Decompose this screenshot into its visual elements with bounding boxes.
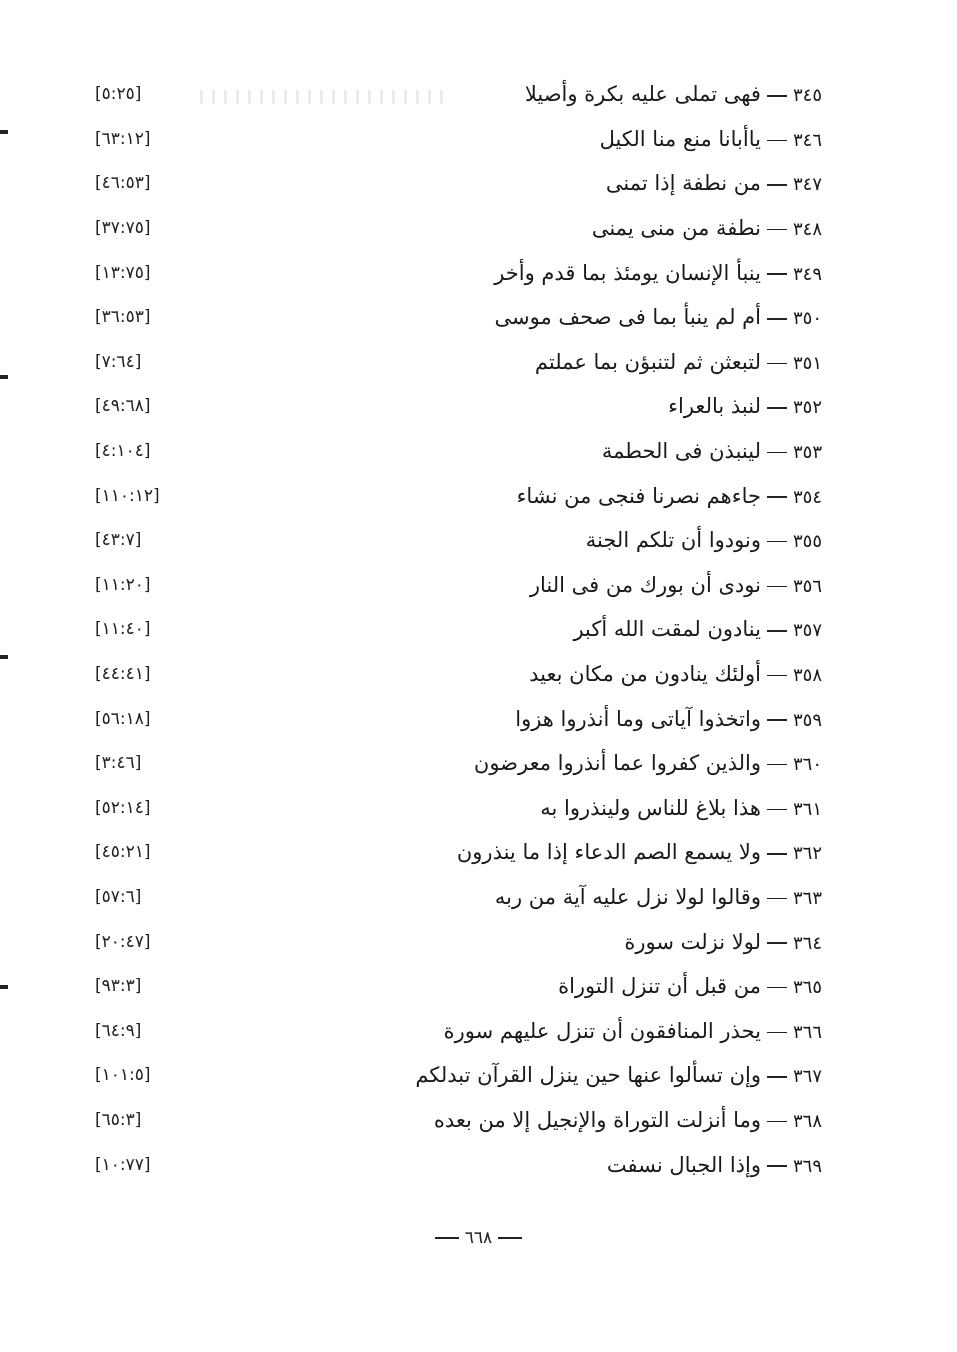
entry-dash	[767, 617, 787, 641]
entry-line	[434, 1108, 822, 1132]
verse-reference: [٤٣:٧]	[95, 530, 142, 551]
verse-reference: [٥:٢٥]	[95, 84, 142, 105]
entry-text: وقالوا لولا نزل عليه آية من ربه	[494, 884, 761, 909]
entry-line	[607, 1153, 822, 1177]
entry-dash	[767, 1108, 787, 1132]
entry-dash	[767, 1153, 787, 1177]
verse-reference: [٥٦:١٨]	[95, 708, 151, 729]
entry-dash	[767, 216, 787, 240]
page-number	[0, 1228, 957, 1248]
entry-line	[592, 216, 822, 240]
verse-reference: [١٠١:٥]	[95, 1065, 151, 1086]
list-item	[95, 919, 822, 964]
entry-line	[668, 394, 822, 418]
entry-number: ٣٥٦	[792, 575, 822, 597]
entry-number: ٣٥٢	[792, 397, 822, 419]
list-item	[95, 1142, 822, 1187]
entry-dash	[767, 394, 787, 418]
entry-number: ٣٦٣	[792, 887, 822, 909]
entry-number: ٣٦٢	[792, 843, 822, 865]
entry-text: من نطفة إذا تمنى	[605, 171, 761, 196]
entry-dash	[767, 528, 787, 552]
list-item	[95, 161, 822, 206]
entry-dash	[767, 171, 787, 195]
entry-dash	[767, 261, 787, 285]
entry-text: هذا بلاغ للناس ولينذروا به	[540, 795, 761, 820]
verse-reference: [١١:٢٠]	[95, 574, 151, 595]
entry-line	[415, 1063, 822, 1087]
verse-reference: [٧:٦٤]	[95, 351, 142, 372]
entry-number: ٣٦١	[792, 798, 822, 820]
verse-reference: [٥٧:٦]	[95, 886, 142, 907]
entry-number: ٣٥٣	[792, 442, 822, 464]
entry-dash	[767, 305, 787, 329]
entry-number: ٣٤٦	[792, 129, 822, 151]
entry-dash	[767, 662, 787, 686]
verse-reference: [٤٩:٦٨]	[95, 396, 151, 417]
entry-text: لينبذن فى الحطمة	[601, 439, 761, 464]
verse-reference: [٦٤:٩]	[95, 1020, 142, 1041]
verse-reference: [١٣:٧٥]	[95, 262, 151, 283]
entry-line	[602, 439, 822, 463]
entry-number: ٣٥٧	[792, 620, 822, 642]
entry-number: ٣٥٠	[792, 308, 822, 330]
entry-line	[474, 751, 822, 775]
verse-reference: [٤٤:٤١]	[95, 664, 151, 685]
entry-dash	[767, 573, 787, 597]
verse-reference: [١١:٤٠]	[95, 619, 151, 640]
entry-number: ٣٦٤	[792, 932, 822, 954]
entry-text: نطفة من منى يمنى	[591, 216, 761, 241]
entry-text: ولا يسمع الصم الدعاء إذا ما ينذرون	[456, 840, 761, 865]
entry-line	[495, 305, 822, 329]
entry-text: ياأبانا منع منا الكيل	[599, 126, 761, 151]
list-item	[95, 875, 822, 920]
verse-reference: [٦٣:١٢]	[95, 128, 151, 149]
edge-mark	[0, 130, 8, 134]
verse-reference: [٥٢:١٤]	[95, 797, 151, 818]
entry-line	[586, 528, 822, 552]
entry-list	[95, 72, 822, 1187]
entry-text: ينادون لمقت الله أكبر	[573, 617, 761, 642]
verse-reference: [٣٧:٧٥]	[95, 218, 151, 239]
entry-text: ونودوا أن تلكم الجنة	[585, 528, 761, 553]
edge-mark	[0, 985, 8, 989]
entry-dash	[767, 840, 787, 864]
list-item	[95, 518, 822, 563]
entry-number: ٣٤٥	[792, 85, 822, 107]
entry-line	[457, 840, 822, 864]
entry-text: وإذا الجبال نسفت	[606, 1152, 761, 1177]
entry-line	[540, 796, 822, 820]
verse-reference: [٤٥:٢١]	[95, 842, 151, 863]
list-item	[95, 429, 822, 474]
entry-line	[494, 261, 822, 285]
verse-reference: [١١٠:١٢]	[95, 485, 160, 506]
entry-text: ينبأ الإنسان يومئذ بما قدم وأخر	[494, 260, 761, 285]
verse-reference: [٤:١٠٤]	[95, 441, 151, 462]
entry-number: ٣٦٦	[792, 1021, 822, 1043]
list-item	[95, 696, 822, 741]
entry-text: من قبل أن تنزل التوراة	[558, 974, 761, 999]
entry-number: ٣٦٥	[792, 977, 822, 999]
list-item	[95, 786, 822, 831]
page-number-value: ٦٦٨	[464, 1228, 493, 1248]
list-item	[95, 607, 822, 652]
entry-number: ٣٦٠	[792, 754, 822, 776]
entry-number: ٣٤٩	[792, 263, 822, 285]
entry-text: وإن تسألوا عنها حين ينزل القرآن تبدلكم	[415, 1063, 761, 1088]
entry-text: وما أنزلت التوراة والإنجيل إلا من بعده	[433, 1107, 761, 1132]
entry-text: لنبذ بالعراء	[668, 394, 761, 419]
list-item	[95, 340, 822, 385]
entry-number: ٣٥٨	[792, 665, 822, 687]
entry-dash	[767, 350, 787, 374]
entry-number: ٣٦٧	[792, 1066, 822, 1088]
entry-text: نودى أن بورك من فى النار	[529, 572, 761, 597]
entry-dash	[767, 1019, 787, 1043]
entry-number: ٣٦٩	[792, 1155, 822, 1177]
entry-dash	[767, 484, 787, 508]
entry-number: ٣٥٥	[792, 531, 822, 553]
verse-reference: [٩٣:٣]	[95, 976, 142, 997]
entry-dash	[767, 1063, 787, 1087]
entry-dash	[767, 796, 787, 820]
entry-dash	[767, 885, 787, 909]
list-item	[95, 1008, 822, 1053]
entry-dash	[767, 82, 787, 106]
entry-dash	[767, 974, 787, 998]
list-item	[95, 563, 822, 608]
entry-line	[535, 350, 822, 374]
page-number-dash	[435, 1237, 459, 1239]
list-item	[95, 206, 822, 251]
verse-reference: [٤٦:٥٣]	[95, 173, 151, 194]
entry-number: ٣٥٤	[792, 486, 822, 508]
entry-text: فهى تملى عليه بكرة وأصيلا	[524, 82, 761, 107]
list-item	[95, 473, 822, 518]
entry-line	[444, 1019, 822, 1043]
list-item	[95, 964, 822, 1009]
page-number-dash	[498, 1237, 522, 1239]
entry-text: والذين كفروا عما أنذروا معرضون	[473, 751, 761, 776]
entry-line	[558, 974, 822, 998]
entry-line	[525, 82, 822, 106]
list-item	[95, 72, 822, 117]
entry-line	[495, 885, 822, 909]
entry-line	[517, 484, 822, 508]
list-item	[95, 1053, 822, 1098]
list-item	[95, 117, 822, 162]
edge-mark	[0, 375, 8, 379]
entry-number: ٣٤٨	[792, 219, 822, 241]
entry-number: ٣٥٩	[792, 709, 822, 731]
entry-dash	[767, 707, 787, 731]
edge-mark	[0, 655, 8, 659]
entry-text: أم لم ينبأ بما فى صحف موسى	[494, 305, 761, 330]
entry-dash	[767, 751, 787, 775]
entry-dash	[767, 439, 787, 463]
entry-number: ٣٥١	[792, 352, 822, 374]
verse-reference: [٣٦:٥٣]	[95, 307, 151, 328]
entry-dash	[767, 127, 787, 151]
list-item	[95, 830, 822, 875]
list-item	[95, 652, 822, 697]
entry-line	[515, 707, 822, 731]
verse-reference: [٢٠:٤٧]	[95, 931, 151, 952]
entry-line	[530, 573, 822, 597]
entry-number: ٣٤٧	[792, 174, 822, 196]
list-item	[95, 1098, 822, 1143]
entry-line	[624, 930, 822, 954]
verse-reference: [١٠:٧٧]	[95, 1154, 151, 1175]
verse-reference: [٣:٤٦]	[95, 753, 142, 774]
entry-number: ٣٦٨	[792, 1110, 822, 1132]
entry-text: لتبعثن ثم لتنبؤن بما عملتم	[534, 349, 761, 374]
entry-dash	[767, 930, 787, 954]
list-item	[95, 741, 822, 786]
entry-line	[600, 127, 822, 151]
entry-text: جاءهم نصرنا فنجى من نشاء	[516, 483, 761, 508]
list-item	[95, 295, 822, 340]
entry-text: أولئك ينادون من مكان بعيد	[529, 662, 761, 687]
entry-line	[529, 662, 822, 686]
entry-text: واتخذوا آياتى وما أنذروا هزوا	[515, 706, 761, 731]
entry-text: لولا نزلت سورة	[624, 929, 761, 954]
entry-line	[606, 171, 822, 195]
verse-reference: [٦٥:٣]	[95, 1109, 142, 1130]
entry-text: يحذر المنافقون أن تنزل عليهم سورة	[443, 1018, 761, 1043]
list-item	[95, 384, 822, 429]
list-item	[95, 250, 822, 295]
entry-line	[573, 617, 822, 641]
